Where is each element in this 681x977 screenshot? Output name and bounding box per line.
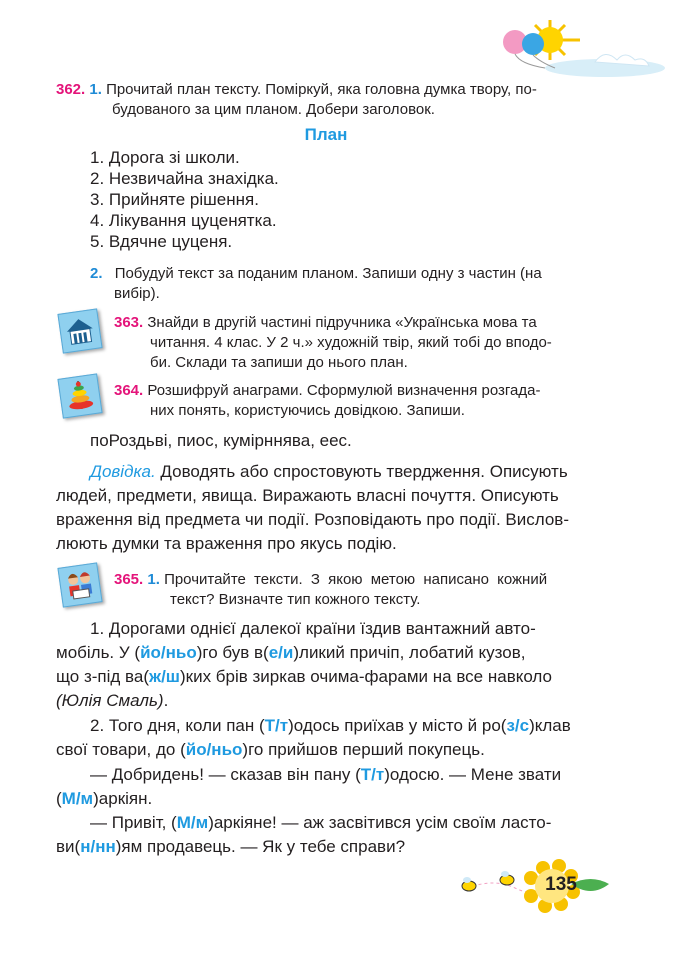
reference-note <box>90 460 595 484</box>
plan-item: 3. Прийняте рішення. <box>90 190 259 209</box>
ex362-task2-line2: вибір). <box>114 285 160 302</box>
ex362-task1 <box>56 80 596 120</box>
children-reading-icon <box>57 562 102 607</box>
ex363-line1: Знайди в другій частині підручника «Українська мова та <box>147 314 537 331</box>
plan-item: 1. Дорога зі школи. <box>90 148 240 167</box>
ex362-sub1-number: 1. <box>89 81 102 98</box>
ex362-line1: Прочитай план тексту. Поміркуй, яка головна думка твору, по- <box>106 81 537 98</box>
plan-item: 5. Вдячне цуценя. <box>90 232 233 251</box>
dialogue1-line1: — Добридень! — сказав він пану (Т/т)одосю. — Мене звати <box>90 765 562 784</box>
ex362-task2-line1: Побудуй текст за поданим планом. Запиши одну з частин (на <box>114 265 542 282</box>
ex365-dialogue1 <box>56 763 596 811</box>
ex362-number: 362. <box>56 81 86 98</box>
reference-line3: враження від предмета чи події. Розповідають про події. Вислов- <box>56 510 569 529</box>
ex365-text2 <box>56 714 596 762</box>
text1-line3: що з-під ва(ж/ш)ких брів зиркав очима-фарами на все навколо <box>56 667 553 686</box>
reference-label: Довідка. <box>90 462 156 481</box>
reference-note-body <box>56 484 596 556</box>
balloons-sun-icon <box>485 20 670 80</box>
house-icon <box>57 308 102 353</box>
reference-line4: люють думки та враження про якусь подію. <box>56 534 397 553</box>
ex362-sub2-number: 2. <box>90 265 103 282</box>
ex362-task2 <box>90 264 600 304</box>
dialogue2-line2: ви(н/нн)ям продавець. — Як у тебе справи? <box>56 837 406 856</box>
text2-line2: свої товари, до (йо/ньо)го прийшов перший покупець. <box>56 740 485 759</box>
plan-title: План <box>304 125 348 144</box>
ex364 <box>114 381 604 421</box>
text1-author: (Юлія Смаль) <box>56 691 164 710</box>
ex365-line1: Прочитайте тексти. З якою метою написано кожний <box>164 571 548 588</box>
plan-list <box>90 147 279 252</box>
ex365-dialogue2 <box>56 811 596 859</box>
text1-line4: (Юлія Смаль). <box>56 691 169 710</box>
ex365-sub1-number: 1. <box>147 571 160 588</box>
ex363-line2: читання. 4 клас. У 2 ч.» художній твір, який тобі до вподо- <box>150 334 552 351</box>
plan-item: 4. Лікування цуценятка. <box>90 211 277 230</box>
ex364-line2: них понять, користуючись довідкою. Запиши. <box>150 402 465 419</box>
ex365-number: 365. <box>114 571 144 588</box>
anagrams: поРоздьві, пиос, кумірннява, еес. <box>90 431 352 450</box>
text1-line2: мобіль. У (йо/ньо)го був в(е/и)ликий причіп, лобатий кузов, <box>56 643 526 662</box>
page-number: 135 <box>545 874 577 895</box>
reference-line2: людей, предмети, явища. Виражають власні почуття. Описують <box>56 486 559 505</box>
ex364-number: 364. <box>114 382 144 399</box>
ex363-line3: би. Склади та запиши до нього план. <box>150 354 408 371</box>
ex364-line1: Розшифруй анаграми. Сформулюй визначення розгада- <box>147 382 541 399</box>
text1-line1: 1. Дорогами однієї далекої країни їздив вантажний авто- <box>90 619 536 638</box>
ex365 <box>114 570 604 610</box>
text2-line1: 2. Того дня, коли пан (Т/т)одось приїхав у місто й ро(з/с)клав <box>90 716 571 735</box>
ex363 <box>114 313 604 373</box>
plan-item: 2. Незвичайна знахідка. <box>90 169 279 188</box>
ex362-line2: будованого за цим планом. Добери заголовок. <box>112 101 435 118</box>
ex363-number: 363. <box>114 314 144 331</box>
reference-line1: Доводять або спростовують твердження. Описують <box>160 462 568 481</box>
dialogue1-line2: (М/м)аркіян. <box>56 789 153 808</box>
pyramid-toy-icon <box>57 373 102 418</box>
ex365-text1 <box>56 617 596 713</box>
dialogue2-line1: — Привіт, (М/м)аркіяне! — аж засвітився усім своїм ласто- <box>90 813 552 832</box>
ex365-line2: текст? Визначте тип кожного тексту. <box>170 591 421 608</box>
